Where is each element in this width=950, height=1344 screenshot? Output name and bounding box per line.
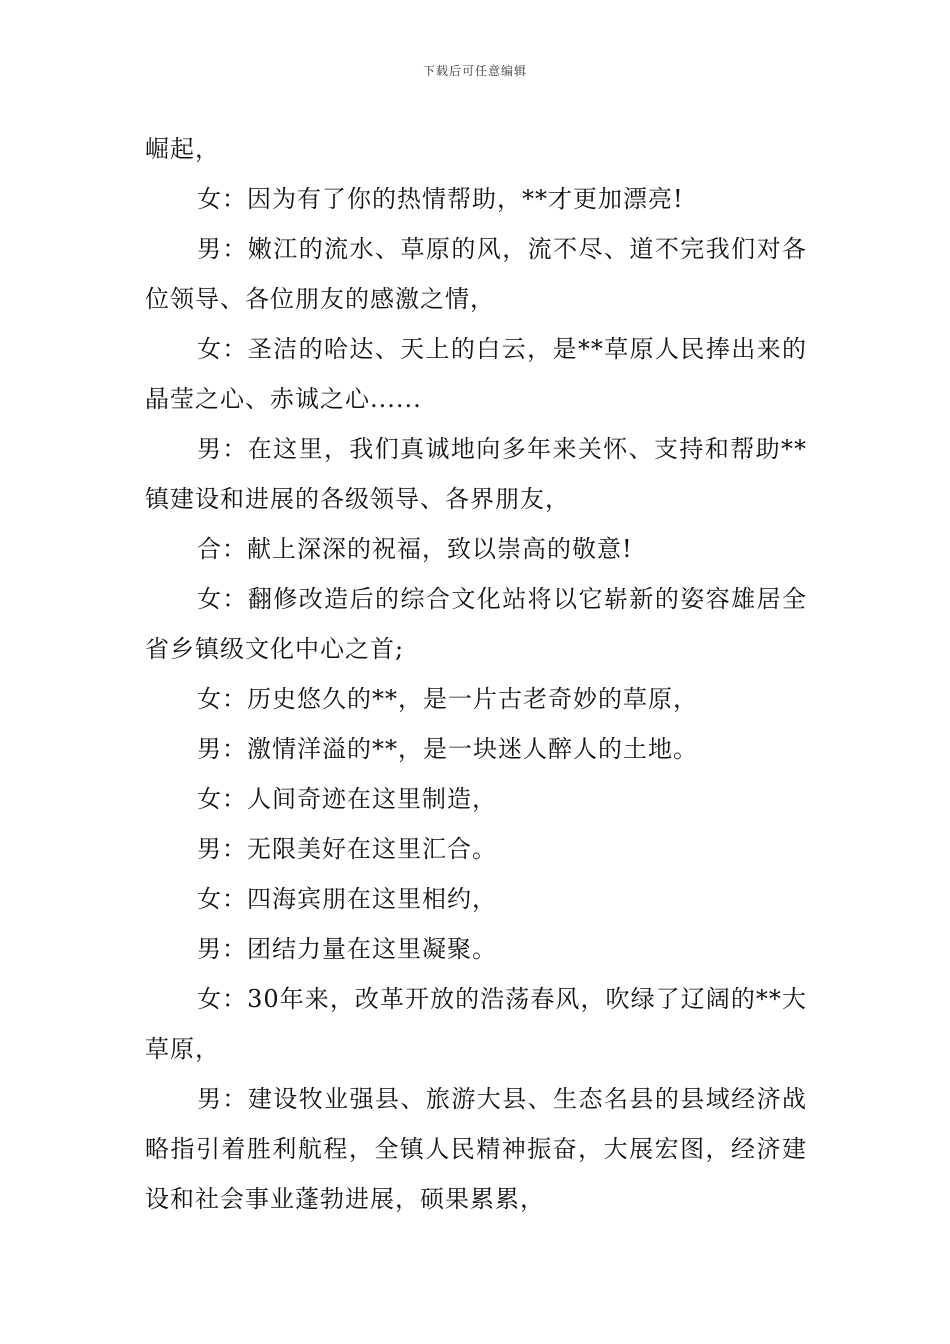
paragraph-4: 女：圣洁的哈达、天上的白云，是**草原人民捧出来的晶莹之心、赤诚之心......: [145, 335, 807, 413]
paragraph-8: 女：历史悠久的**，是一片古老奇妙的草原，: [197, 685, 698, 713]
paragraph-14: 女：30年来，改革开放的浩荡春风，吹绿了辽阔的**大草原，: [145, 985, 807, 1063]
paragraph-11: 男：无限美好在这里汇合。: [197, 835, 497, 863]
paragraph-3: 男：嫩江的流水、草原的风，流不尽、道不完我们对各位领导、各位朋友的感激之情，: [145, 235, 807, 313]
paragraph-2: 女：因为有了你的热情帮助，**才更加漂亮!: [197, 185, 684, 213]
paragraph-6: 合：献上深深的祝福，致以崇高的敬意!: [197, 535, 633, 563]
paragraph-10: 女：人间奇迹在这里制造，: [197, 785, 497, 813]
page-header: 下载后可任意编辑: [422, 64, 527, 78]
paragraph-5: 男：在这里，我们真诚地向多年来关怀、支持和帮助**镇建设和进展的各级领导、各界朋友，: [145, 435, 807, 513]
paragraph-15: 男：建设牧业强县、旅游大县、生态名县的县域经济战略指引着胜利航程，全镇人民精神振奋，大展宏图，经济建设和社会事业蓬勃进展，硕果累累，: [145, 1085, 807, 1213]
paragraph-7: 女：翻修改造后的综合文化站将以它崭新的姿容雄居全省乡镇级文化中心之首;: [145, 585, 807, 663]
document-body: [145, 124, 807, 1224]
paragraph-1: 崛起，: [145, 135, 220, 163]
paragraph-9: 男：激情洋溢的**，是一块迷人醉人的土地。: [197, 735, 698, 763]
paragraph-13: 男：团结力量在这里凝聚。: [197, 935, 497, 963]
paragraph-12: 女：四海宾朋在这里相约，: [197, 885, 497, 913]
